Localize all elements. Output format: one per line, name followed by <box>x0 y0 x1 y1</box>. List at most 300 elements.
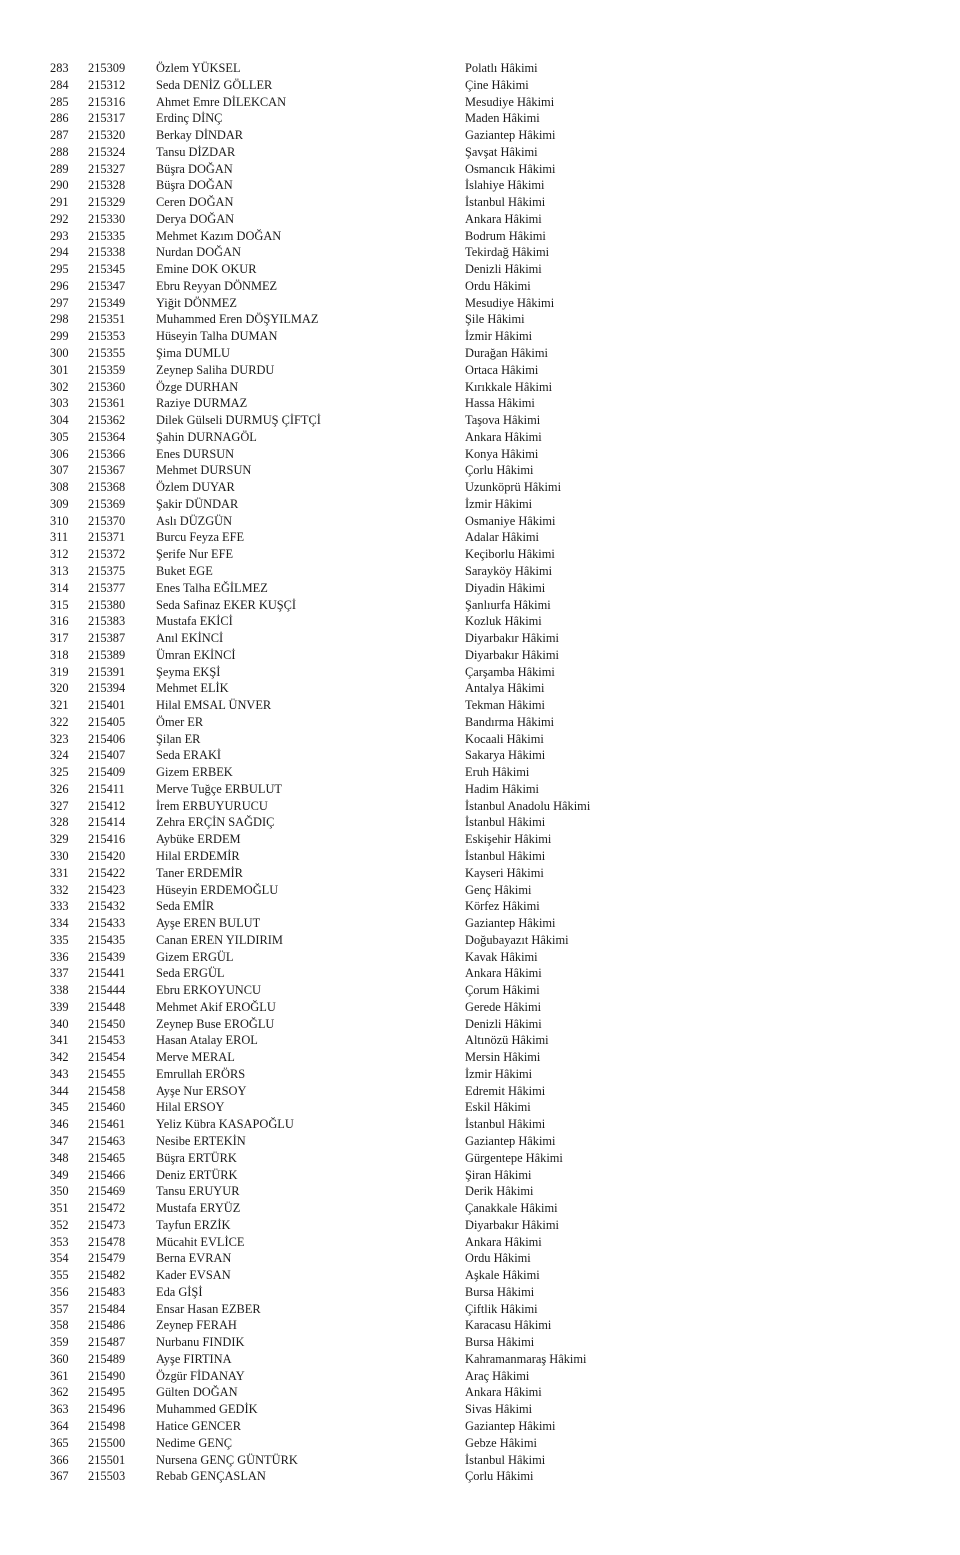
row-number: 348 <box>50 1150 69 1165</box>
registry-number: 215409 <box>88 765 126 780</box>
person-name: Zeynep Saliha DURDU <box>156 362 275 377</box>
assigned-post: Sakarya Hâkimi <box>465 748 546 763</box>
registry-number: 215461 <box>88 1117 126 1132</box>
person-name: Emine DOK OKUR <box>156 262 257 277</box>
assigned-post: Çorum Hâkimi <box>465 983 540 998</box>
assigned-post: Mesudiye Hâkimi <box>465 94 555 109</box>
row-number: 355 <box>50 1268 69 1283</box>
registry-number: 215329 <box>88 195 126 210</box>
registry-number: 215338 <box>88 245 126 260</box>
assigned-post: Adalar Hâkimi <box>465 530 539 545</box>
assigned-post: Ankara Hâkimi <box>465 966 542 981</box>
list-item <box>0 597 960 614</box>
list-item <box>0 462 960 479</box>
assigned-post: Gerede Hâkimi <box>465 999 542 1014</box>
list-item <box>0 882 960 899</box>
assigned-post: Kahramanmaraş Hâkimi <box>465 1351 587 1366</box>
registry-number: 215406 <box>88 731 126 746</box>
person-name: Mustafa ERYÜZ <box>156 1201 241 1216</box>
row-number: 304 <box>50 413 69 428</box>
list-item <box>0 1401 960 1418</box>
registry-number: 215349 <box>88 295 126 310</box>
list-item <box>0 1083 960 1100</box>
list-item <box>0 211 960 228</box>
person-name: Hatice GENCER <box>156 1419 241 1434</box>
row-number: 287 <box>50 128 69 143</box>
assigned-post: Eskil Hâkimi <box>465 1100 531 1115</box>
person-name: Şilan ER <box>156 731 201 746</box>
list-item <box>0 295 960 312</box>
assigned-post: İstanbul Hâkimi <box>465 195 546 210</box>
person-name: Berkay DİNDAR <box>156 128 244 143</box>
row-number: 284 <box>50 77 69 92</box>
list-item <box>0 563 960 580</box>
list-item <box>0 1435 960 1452</box>
registry-number: 215369 <box>88 496 126 511</box>
row-number: 330 <box>50 848 69 863</box>
list-item <box>0 1150 960 1167</box>
list-item <box>0 898 960 915</box>
registry-number: 215361 <box>88 396 126 411</box>
row-number: 344 <box>50 1083 69 1098</box>
person-name: Ensar Hasan EZBER <box>156 1301 261 1316</box>
list-item <box>0 161 960 178</box>
person-name: Erdinç DİNÇ <box>156 111 223 126</box>
assigned-post: Konya Hâkimi <box>465 446 539 461</box>
assigned-post: Antalya Hâkimi <box>465 681 545 696</box>
person-name: Özlem DUYAR <box>156 480 235 495</box>
registry-number: 215450 <box>88 1016 126 1031</box>
row-number: 308 <box>50 480 69 495</box>
registry-number: 215347 <box>88 278 126 293</box>
assigned-post: Gürgentepe Hâkimi <box>465 1150 563 1165</box>
row-number: 317 <box>50 631 69 646</box>
registry-number: 215355 <box>88 346 126 361</box>
list-item <box>0 311 960 328</box>
assigned-post: Şiran Hâkimi <box>465 1167 532 1182</box>
assigned-post: Osmaniye Hâkimi <box>465 513 556 528</box>
row-number: 331 <box>50 865 69 880</box>
person-name: Şeyma EKŞİ <box>156 664 221 679</box>
person-name: Seda DENİZ GÖLLER <box>156 77 273 92</box>
row-number: 322 <box>50 714 69 729</box>
registry-number: 215469 <box>88 1184 126 1199</box>
person-name: Hüseyin ERDEMOĞLU <box>156 882 279 897</box>
row-number: 294 <box>50 245 69 260</box>
row-number: 354 <box>50 1251 69 1266</box>
list-item <box>0 379 960 396</box>
person-name: Canan EREN YILDIRIM <box>156 932 283 947</box>
row-number: 335 <box>50 932 69 947</box>
person-name: Mehmet DURSUN <box>156 463 252 478</box>
list-item <box>0 513 960 530</box>
person-name: Gülten DOĞAN <box>156 1385 238 1400</box>
row-number: 341 <box>50 1033 69 1048</box>
person-name: Hasan Atalay EROL <box>156 1033 258 1048</box>
list-item <box>0 1468 960 1485</box>
list-item <box>0 1368 960 1385</box>
assigned-post: Gebze Hâkimi <box>465 1435 537 1450</box>
row-number: 346 <box>50 1117 69 1132</box>
person-name: Mustafa EKİCİ <box>156 614 233 629</box>
person-name: Seda ERGÜL <box>156 966 225 981</box>
assigned-post: Kavak Hâkimi <box>465 949 538 964</box>
person-name: Zeynep FERAH <box>156 1318 237 1333</box>
registry-number: 215435 <box>88 932 126 947</box>
row-number: 313 <box>50 563 69 578</box>
person-name: Hilal ERDEMİR <box>156 848 240 863</box>
registry-number: 215498 <box>88 1419 126 1434</box>
assigned-post: Ankara Hâkimi <box>465 1385 542 1400</box>
registry-number: 215353 <box>88 329 126 344</box>
person-name: Eda GİŞİ <box>156 1284 203 1299</box>
assigned-post: Ankara Hâkimi <box>465 1234 542 1249</box>
list-item <box>0 697 960 714</box>
registry-number: 215441 <box>88 966 126 981</box>
list-item <box>0 1016 960 1033</box>
row-number: 309 <box>50 496 69 511</box>
registry-number: 215453 <box>88 1033 126 1048</box>
row-number: 357 <box>50 1301 69 1316</box>
list-item <box>0 630 960 647</box>
registry-number: 215345 <box>88 262 126 277</box>
assigned-post: Şanlıurfa Hâkimi <box>465 597 551 612</box>
list-item <box>0 613 960 630</box>
row-number: 314 <box>50 580 69 595</box>
person-name: Ömer ER <box>156 714 204 729</box>
row-number: 329 <box>50 832 69 847</box>
registry-number: 215317 <box>88 111 126 126</box>
list-item <box>0 412 960 429</box>
list-item <box>0 747 960 764</box>
registry-number: 215490 <box>88 1368 126 1383</box>
person-name: Ahmet Emre DİLEKCAN <box>156 94 287 109</box>
registry-number: 215411 <box>88 781 125 796</box>
assigned-post: İslahiye Hâkimi <box>465 178 545 193</box>
assigned-post: Maden Hâkimi <box>465 111 540 126</box>
assigned-post: Çanakkale Hâkimi <box>465 1201 558 1216</box>
row-number: 351 <box>50 1201 69 1216</box>
row-number: 364 <box>50 1419 69 1434</box>
list-item <box>0 278 960 295</box>
list-item <box>0 177 960 194</box>
assigned-post: Bursa Hâkimi <box>465 1284 535 1299</box>
row-number: 365 <box>50 1435 69 1450</box>
row-number: 361 <box>50 1368 69 1383</box>
registry-number: 215496 <box>88 1402 126 1417</box>
registry-number: 215478 <box>88 1234 126 1249</box>
assigned-post: Bursa Hâkimi <box>465 1335 535 1350</box>
person-name: Hüseyin Talha DUMAN <box>156 329 278 344</box>
registry-number: 215351 <box>88 312 126 327</box>
assigned-post: Çine Hâkimi <box>465 77 529 92</box>
row-number: 337 <box>50 966 69 981</box>
list-item <box>0 1183 960 1200</box>
row-number: 338 <box>50 983 69 998</box>
registry-number: 215489 <box>88 1351 126 1366</box>
list-item <box>0 1167 960 1184</box>
registry-number: 215458 <box>88 1083 126 1098</box>
assigned-post: Çiftlik Hâkimi <box>465 1301 538 1316</box>
registry-number: 215484 <box>88 1301 126 1316</box>
row-number: 345 <box>50 1100 69 1115</box>
list-item <box>0 228 960 245</box>
list-item <box>0 127 960 144</box>
assigned-post: Sivas Hâkimi <box>465 1402 533 1417</box>
list-item <box>0 261 960 278</box>
row-number: 315 <box>50 597 69 612</box>
list-item <box>0 1452 960 1469</box>
registry-number: 215327 <box>88 161 126 176</box>
row-number: 326 <box>50 781 69 796</box>
assigned-post: Şavşat Hâkimi <box>465 144 538 159</box>
person-name: Şakir DÜNDAR <box>156 496 239 511</box>
row-number: 285 <box>50 94 69 109</box>
assigned-post: Kırıkkale Hâkimi <box>465 379 553 394</box>
person-name: Rebab GENÇASLAN <box>156 1469 266 1484</box>
registry-number: 215422 <box>88 865 126 880</box>
registry-number: 215414 <box>88 815 126 830</box>
person-name: Hilal ERSOY <box>156 1100 225 1115</box>
row-number: 333 <box>50 899 69 914</box>
list-item <box>0 244 960 261</box>
assigned-post: Diyadin Hâkimi <box>465 580 546 595</box>
registry-number: 215387 <box>88 631 126 646</box>
list-item <box>0 680 960 697</box>
list-item <box>0 865 960 882</box>
person-name: Raziye DURMAZ <box>156 396 248 411</box>
assigned-post: Tekman Hâkimi <box>465 698 545 713</box>
person-name: Nurdan DOĞAN <box>156 245 241 260</box>
registry-number: 215501 <box>88 1452 126 1467</box>
row-number: 301 <box>50 362 69 377</box>
registry-number: 215360 <box>88 379 126 394</box>
registry-number: 215463 <box>88 1134 126 1148</box>
registry-number: 215423 <box>88 882 126 897</box>
person-name: Nesibe ERTEKİN <box>156 1134 246 1148</box>
registry-number: 215328 <box>88 178 126 193</box>
row-number: 300 <box>50 346 69 361</box>
row-number: 286 <box>50 111 69 126</box>
person-name: Ayşe EREN BULUT <box>156 916 261 931</box>
assigned-post: Osmancık Hâkimi <box>465 161 556 176</box>
person-name: Seda Safinaz EKER KUŞÇİ <box>156 597 297 612</box>
registry-number: 215389 <box>88 647 126 662</box>
list-item <box>0 982 960 999</box>
assigned-post: Gaziantep Hâkimi <box>465 128 556 143</box>
assigned-post: Şile Hâkimi <box>465 312 525 327</box>
assigned-post: Çorlu Hâkimi <box>465 463 534 478</box>
row-number: 352 <box>50 1217 69 1232</box>
registry-number: 215366 <box>88 446 126 461</box>
person-name: Mehmet Akif EROĞLU <box>156 999 276 1014</box>
row-number: 324 <box>50 748 69 763</box>
assigned-post: Genç Hâkimi <box>465 882 532 897</box>
list-item <box>0 1284 960 1301</box>
row-number: 350 <box>50 1184 69 1199</box>
person-name: Büşra DOĞAN <box>156 178 233 193</box>
registry-number: 215371 <box>88 530 126 545</box>
list-item <box>0 345 960 362</box>
row-number: 302 <box>50 379 69 394</box>
assigned-post: Aşkale Hâkimi <box>465 1268 540 1283</box>
row-number: 328 <box>50 815 69 830</box>
list-item <box>0 965 960 982</box>
list-item <box>0 781 960 798</box>
person-name: Hilal EMSAL ÜNVER <box>156 698 272 713</box>
registry-number: 215359 <box>88 362 126 377</box>
list-item <box>0 1200 960 1217</box>
assigned-post: Tekirdağ Hâkimi <box>465 245 550 260</box>
row-number: 332 <box>50 882 69 897</box>
list-item <box>0 1217 960 1234</box>
registry-number: 215466 <box>88 1167 126 1182</box>
row-number: 358 <box>50 1318 69 1333</box>
row-number: 343 <box>50 1066 69 1081</box>
person-name: Zeynep Buse EROĞLU <box>156 1016 275 1031</box>
registry-number: 215383 <box>88 614 126 629</box>
list-item <box>0 446 960 463</box>
registry-number: 215375 <box>88 563 126 578</box>
person-name: Nedime GENÇ <box>156 1435 233 1450</box>
person-name: Mücahit EVLİCE <box>156 1234 245 1249</box>
list-item <box>0 814 960 831</box>
list-item <box>0 831 960 848</box>
list-item <box>0 362 960 379</box>
person-name: Nursena GENÇ GÜNTÜRK <box>156 1452 298 1467</box>
row-number: 311 <box>50 530 69 545</box>
assigned-post: İstanbul Hâkimi <box>465 1117 546 1132</box>
assigned-post: Çarşamba Hâkimi <box>465 664 555 679</box>
assigned-post: İstanbul Hâkimi <box>465 1452 546 1467</box>
assigned-post: Bandırma Hâkimi <box>465 714 555 729</box>
list-item <box>0 1066 960 1083</box>
row-number: 303 <box>50 396 69 411</box>
assigned-post: Hassa Hâkimi <box>465 396 535 411</box>
list-item <box>0 1133 960 1150</box>
person-name: Tansu DİZDAR <box>156 144 236 159</box>
registry-number: 215391 <box>88 664 126 679</box>
person-name: Şima DUMLU <box>156 346 230 361</box>
person-name: Şerife Nur EFE <box>156 547 234 562</box>
assigned-post: Ortaca Hâkimi <box>465 362 539 377</box>
registry-number: 215495 <box>88 1385 126 1400</box>
assigned-post: Bodrum Hâkimi <box>465 228 546 243</box>
assigned-post: Taşova Hâkimi <box>465 413 541 428</box>
registry-number: 215320 <box>88 128 126 143</box>
list-item <box>0 429 960 446</box>
person-name: Nurbanu FINDIK <box>156 1335 245 1350</box>
registry-number: 215472 <box>88 1201 126 1216</box>
list-item <box>0 714 960 731</box>
list-item <box>0 1317 960 1334</box>
person-name: Özlem YÜKSEL <box>156 61 241 75</box>
row-number: 316 <box>50 614 69 629</box>
person-name: Berna EVRAN <box>156 1251 232 1266</box>
row-number: 289 <box>50 161 69 176</box>
person-name: Tansu ERUYUR <box>156 1184 240 1199</box>
assigned-post: Kozluk Hâkimi <box>465 614 542 629</box>
person-name: Seda EMİR <box>156 899 215 914</box>
person-name: Ebru Reyyan DÖNMEZ <box>156 278 278 293</box>
row-number: 327 <box>50 798 69 813</box>
person-name: Derya DOĞAN <box>156 211 235 226</box>
registry-number: 215420 <box>88 848 126 863</box>
assigned-post: Doğubayazıt Hâkimi <box>465 932 569 947</box>
assigned-post: Uzunköprü Hâkimi <box>465 480 562 495</box>
registry-number: 215412 <box>88 798 126 813</box>
assigned-post: Durağan Hâkimi <box>465 346 548 361</box>
list-item <box>0 915 960 932</box>
person-name: Büşra DOĞAN <box>156 161 233 176</box>
registry-number: 215335 <box>88 228 126 243</box>
person-name: Dilek Gülseli DURMUŞ ÇİFTÇİ <box>156 413 321 428</box>
assigned-post: Denizli Hâkimi <box>465 1016 542 1031</box>
registry-number: 215364 <box>88 429 126 444</box>
registry-number: 215444 <box>88 983 126 998</box>
assigned-post: Gaziantep Hâkimi <box>465 1134 556 1148</box>
assigned-post: Diyarbakır Hâkimi <box>465 647 559 662</box>
row-number: 290 <box>50 178 69 193</box>
registry-number: 215482 <box>88 1268 126 1283</box>
row-number: 297 <box>50 295 69 310</box>
assigned-post: Gaziantep Hâkimi <box>465 916 556 931</box>
assigned-post: İzmir Hâkimi <box>465 329 533 344</box>
assigned-post: Edremit Hâkimi <box>465 1083 546 1098</box>
row-number: 349 <box>50 1167 69 1182</box>
list-item <box>0 664 960 681</box>
row-number: 320 <box>50 681 69 696</box>
row-number: 360 <box>50 1351 69 1366</box>
list-item <box>0 1267 960 1284</box>
person-name: Seda ERAKİ <box>156 748 222 763</box>
list-item <box>0 110 960 127</box>
row-number: 353 <box>50 1234 69 1249</box>
assigned-post: Çorlu Hâkimi <box>465 1469 534 1484</box>
assigned-post: Denizli Hâkimi <box>465 262 542 277</box>
list-item <box>0 94 960 111</box>
registry-number: 215487 <box>88 1335 126 1350</box>
assigned-post: İzmir Hâkimi <box>465 1066 533 1081</box>
registry-number: 215448 <box>88 999 126 1014</box>
registry-number: 215479 <box>88 1251 126 1266</box>
list-item <box>0 194 960 211</box>
person-name: Ebru ERKOYUNCU <box>156 983 261 998</box>
list-item <box>0 999 960 1016</box>
list-item <box>0 1384 960 1401</box>
person-name: Büşra ERTÜRK <box>156 1150 237 1165</box>
registry-number: 215377 <box>88 580 126 595</box>
registry-number: 215454 <box>88 1050 126 1065</box>
person-name: Gizem ERBEK <box>156 765 233 780</box>
person-name: Özge DURHAN <box>156 379 239 394</box>
assigned-post: Gaziantep Hâkimi <box>465 1419 556 1434</box>
row-number: 323 <box>50 731 69 746</box>
assigned-post: Kocaali Hâkimi <box>465 731 544 746</box>
assigned-post: İstanbul Hâkimi <box>465 815 546 830</box>
row-number: 356 <box>50 1284 69 1299</box>
row-number: 291 <box>50 195 69 210</box>
assigned-post: Araç Hâkimi <box>465 1368 530 1383</box>
person-name: Merve Tuğçe ERBULUT <box>156 781 282 796</box>
person-name: Gizem ERGÜL <box>156 949 234 964</box>
row-number: 307 <box>50 463 69 478</box>
list-item <box>0 1234 960 1251</box>
person-name: Ayşe Nur ERSOY <box>156 1083 247 1098</box>
registry-number: 215465 <box>88 1150 126 1165</box>
registry-number: 215432 <box>88 899 126 914</box>
list-item <box>0 932 960 949</box>
